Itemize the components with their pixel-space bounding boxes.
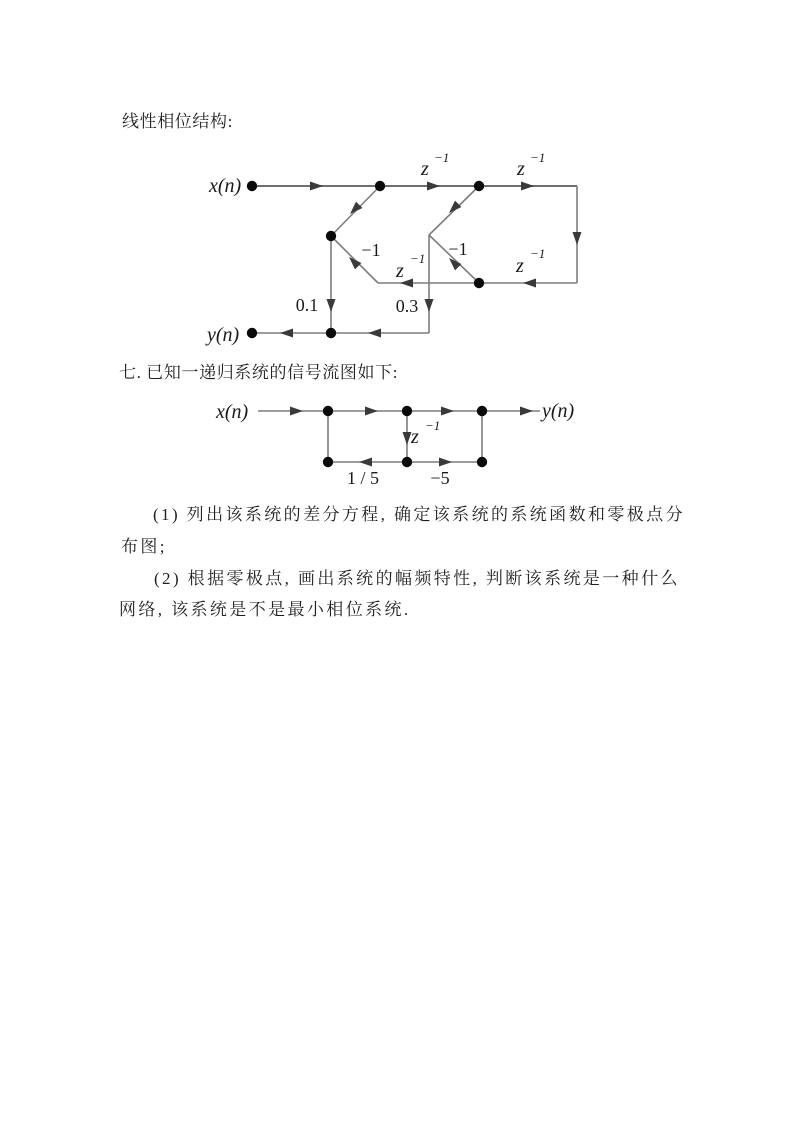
delay-exponent-label: −1: [530, 150, 546, 165]
arrow-down-icon: [327, 299, 336, 312]
arrow-down-icon: [573, 232, 582, 245]
node-tap2: [474, 181, 484, 191]
question-1-line-2: 布图;: [121, 537, 167, 556]
delay-z-label: z: [517, 158, 525, 180]
arrow-right-icon: [310, 182, 323, 191]
output-label: y(n): [207, 324, 240, 346]
gain-minus1-left-label: −1: [361, 240, 381, 260]
arrow-down-left-icon: [347, 202, 363, 218]
delay-exponent-label: −1: [530, 246, 546, 261]
coeff-03-label: 0.3: [395, 296, 419, 316]
diagram-linear-phase-flow-graph: [195, 140, 605, 355]
heading-section-7: 七. 已知一递归系统的信号流图如下:: [119, 363, 399, 382]
output-label: y(n): [542, 400, 575, 422]
gain-minus5-label: −5: [430, 468, 450, 488]
arrow-left-icon: [359, 458, 372, 467]
node-sum-input: [323, 406, 333, 416]
arrow-left-icon: [280, 329, 293, 338]
arrow-left-icon: [523, 279, 536, 288]
diagram1-labels: [205, 150, 545, 346]
node-feedforward: [477, 457, 487, 467]
delay-z-label: z: [411, 426, 419, 448]
arrow-right-icon: [521, 182, 534, 191]
question-2-line-2: 网络, 该系统是不是最小相位系统.: [119, 600, 411, 619]
arrow-right-icon: [427, 182, 440, 191]
arrow-right-icon: [365, 407, 378, 416]
arrow-right-icon: [520, 407, 533, 416]
node-tap1: [375, 181, 385, 191]
arrow-down-icon: [425, 299, 434, 312]
node-sum-left: [326, 231, 336, 241]
delay-exponent-label: −1: [434, 150, 450, 165]
node-feedback: [323, 457, 333, 467]
node-mid-top: [402, 406, 412, 416]
gain-one-fifth-label: 1 / 5: [346, 468, 380, 488]
node-return-tap: [474, 278, 484, 288]
node-output-sum: [326, 328, 336, 338]
node-input: [247, 181, 257, 191]
node-output: [247, 328, 257, 338]
delay-z-label: z: [516, 255, 524, 277]
arrow-right-icon: [439, 458, 452, 467]
arrow-right-icon: [290, 407, 303, 416]
arrow-down-left-icon: [446, 201, 462, 217]
diagram2-lines: [258, 411, 540, 462]
input-label: x(n): [209, 175, 242, 197]
arrow-up-left-icon: [346, 254, 362, 270]
diagram-recursive-flow-graph: [195, 392, 595, 497]
delay-exponent-label: −1: [425, 418, 441, 433]
arrow-right-icon: [441, 407, 454, 416]
node-sum-output: [477, 406, 487, 416]
delay-exponent-label: −1: [410, 251, 426, 266]
node-delay-out: [402, 457, 412, 467]
heading-linear-phase-structure: 线性相位结构:: [122, 112, 233, 131]
arrow-left-icon: [368, 329, 381, 338]
input-label: x(n): [216, 401, 249, 423]
coeff-01-label: 0.1: [295, 295, 319, 315]
delay-z-label: z: [421, 158, 429, 180]
gain-minus1-right-label: −1: [448, 239, 468, 259]
question-1-line-1: (1) 列出该系统的差分方程, 确定该系统的系统函数和零极点分: [153, 505, 685, 524]
question-2-line-1: (2) 根据零极点, 画出系统的幅频特性, 判断该系统是一种什么: [154, 569, 680, 588]
delay-z-label: z: [396, 260, 404, 282]
